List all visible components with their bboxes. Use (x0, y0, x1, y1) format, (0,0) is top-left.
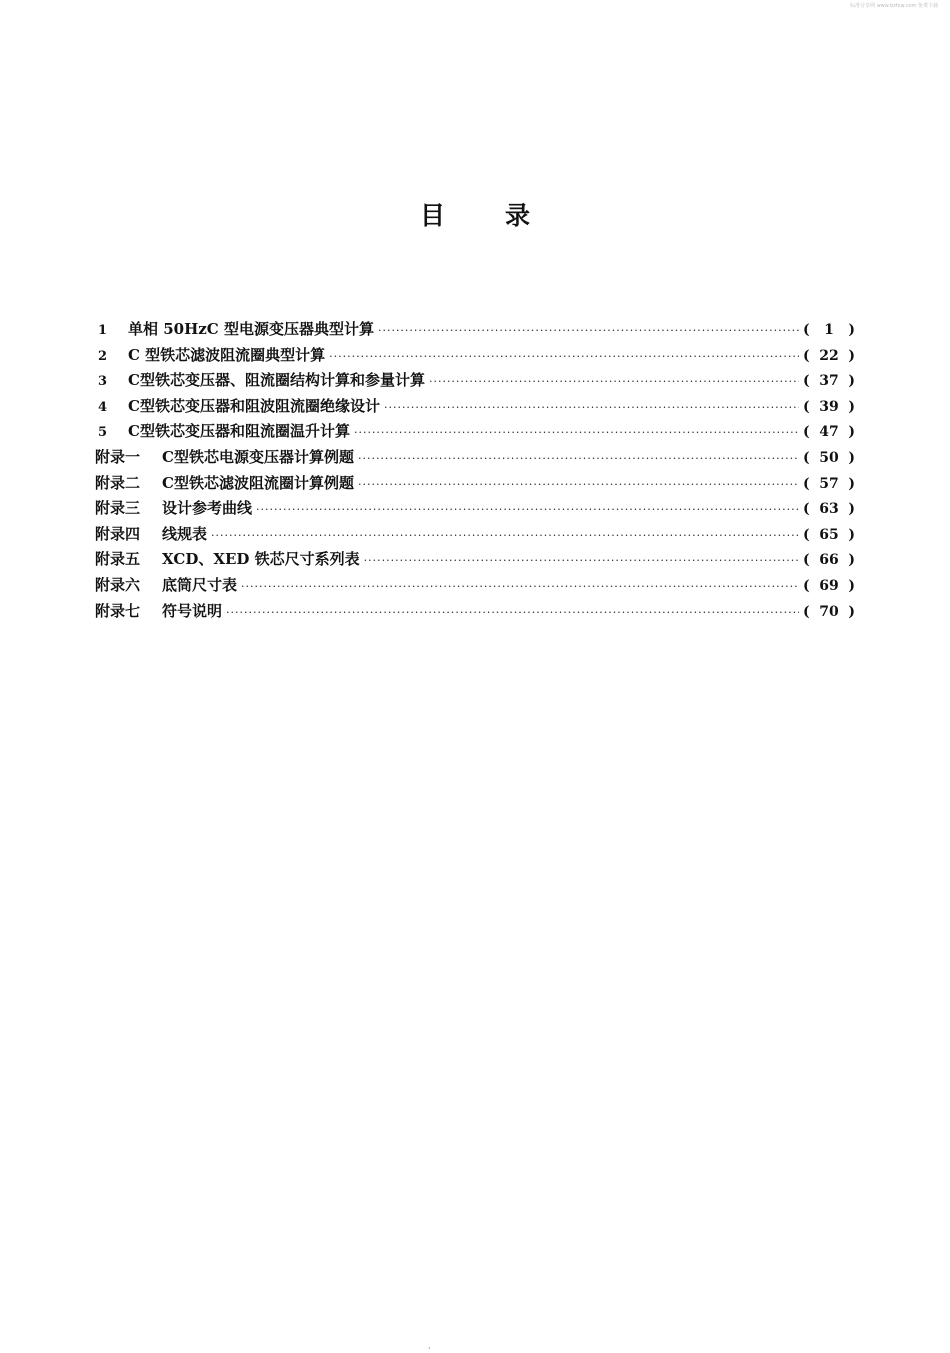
header-watermark: 标准分享网 www.bzfxw.com 免费下载 (850, 3, 938, 9)
page-number: 63 (819, 501, 839, 518)
bracket-close: ) (848, 398, 855, 415)
bracket-open: ( (803, 603, 810, 620)
bracket-close: ) (848, 449, 855, 466)
toc-entry-page (803, 604, 855, 620)
toc-entry-title: 设计参考曲线 (162, 499, 253, 518)
bracket-open: ( (803, 398, 810, 415)
toc-leader-dots (241, 580, 799, 593)
toc-entry-number: 附录六 (95, 575, 141, 594)
toc-entry-title: XCD、XED 铁芯尺寸系列表 (162, 550, 360, 569)
toc-entry-number: 1 (98, 323, 108, 338)
toc-entry-title: 单相 50HzC 型电源变压器典型计算 (128, 320, 374, 338)
toc-entry-number: 附录二 (95, 473, 141, 492)
toc-entry-title: C型铁芯变压器和阻波阻流圈绝缘设计 (128, 396, 380, 415)
bracket-close: ) (848, 347, 855, 364)
page-number: 22 (819, 347, 839, 364)
toc-entry[interactable] (95, 574, 855, 600)
toc-entry-number: 3 (98, 374, 108, 390)
toc-entry-number: 附录三 (95, 499, 141, 518)
page-number: 70 (819, 603, 839, 620)
toc-leader-dots (329, 350, 799, 363)
toc-entry-number: 5 (98, 425, 108, 441)
footer-mark: · (428, 1344, 431, 1353)
toc-leader-dots (384, 401, 799, 414)
toc-entry-number: 附录四 (95, 524, 141, 543)
bracket-open: ( (803, 501, 810, 518)
toc-entry-title: 线规表 (162, 524, 208, 543)
toc-entry-page (803, 476, 855, 492)
toc-entry[interactable] (95, 548, 855, 574)
toc-entry-title: C 型铁芯滤波阻流圈典型计算 (128, 345, 326, 364)
bracket-close: ) (848, 577, 855, 594)
toc-entry-page (803, 373, 855, 389)
toc-entry-page (803, 501, 855, 517)
bracket-close: ) (848, 424, 855, 441)
page-number: 39 (819, 398, 839, 415)
page-number: 69 (819, 577, 839, 594)
toc-entry[interactable] (95, 600, 855, 626)
toc-entry-page (803, 450, 855, 466)
toc-entry-page (803, 424, 855, 440)
page-number: 47 (819, 424, 839, 441)
page-number: 65 (819, 526, 839, 543)
bracket-open: ( (803, 526, 810, 543)
toc-entry[interactable] (95, 472, 855, 498)
toc-entry-page (803, 399, 855, 415)
page-number: 50 (819, 449, 839, 466)
toc-entry-number: 附录七 (95, 601, 141, 620)
table-of-contents (95, 318, 855, 625)
bracket-close: ) (848, 552, 855, 569)
toc-entry[interactable] (95, 497, 855, 523)
page-number: 1 (824, 322, 834, 338)
bracket-close: ) (848, 603, 855, 620)
page-number: 66 (819, 552, 839, 569)
page-title: 目录 (419, 201, 590, 230)
bracket-close: ) (848, 373, 855, 390)
toc-leader-dots (358, 452, 799, 465)
toc-entry[interactable] (95, 420, 855, 446)
bracket-open: ( (803, 449, 810, 466)
toc-entry-page (803, 322, 855, 338)
toc-leader-dots (256, 503, 799, 516)
toc-entry-title: C型铁芯电源变压器计算例题 (162, 447, 354, 466)
bracket-open: ( (803, 322, 810, 338)
toc-entry[interactable] (95, 344, 855, 370)
toc-entry-page (803, 527, 855, 543)
toc-entry-title: C型铁芯滤波阻流圈计算例题 (162, 473, 354, 492)
bracket-open: ( (803, 347, 810, 364)
bracket-open: ( (803, 552, 810, 569)
toc-leader-dots (429, 375, 799, 388)
toc-entry-page (803, 578, 855, 594)
toc-entry[interactable] (95, 395, 855, 421)
toc-entry-title: 符号说明 (162, 601, 223, 620)
toc-entry-page (803, 348, 855, 364)
toc-entry[interactable] (95, 369, 855, 395)
toc-entry[interactable] (95, 318, 855, 344)
page-number: 57 (819, 475, 839, 492)
toc-entry-number: 附录五 (95, 550, 141, 569)
bracket-open: ( (803, 475, 810, 492)
toc-leader-dots (364, 554, 799, 567)
toc-entry-number: 附录一 (95, 447, 141, 466)
toc-leader-dots (211, 529, 799, 542)
bracket-open: ( (803, 373, 810, 390)
toc-entry-title: 底筒尺寸表 (162, 575, 238, 594)
toc-entry-page (803, 552, 855, 568)
toc-entry-number: 2 (98, 348, 108, 364)
toc-entry-title: C型铁芯变压器和阻流圈温升计算 (128, 422, 350, 441)
toc-leader-dots (358, 478, 799, 491)
bracket-close: ) (848, 475, 855, 492)
toc-leader-dots (226, 606, 799, 619)
toc-entry[interactable] (95, 446, 855, 472)
toc-leader-dots (354, 426, 799, 439)
toc-entry-number: 4 (98, 399, 108, 415)
toc-leader-dots (378, 324, 799, 337)
bracket-open: ( (803, 577, 810, 594)
page-number: 37 (819, 373, 839, 390)
toc-entry[interactable] (95, 523, 855, 549)
bracket-close: ) (848, 322, 855, 338)
bracket-close: ) (848, 501, 855, 518)
bracket-close: ) (848, 526, 855, 543)
toc-entry-title: C型铁芯变压器、阻流圈结构计算和参量计算 (128, 371, 425, 390)
bracket-open: ( (803, 424, 810, 441)
